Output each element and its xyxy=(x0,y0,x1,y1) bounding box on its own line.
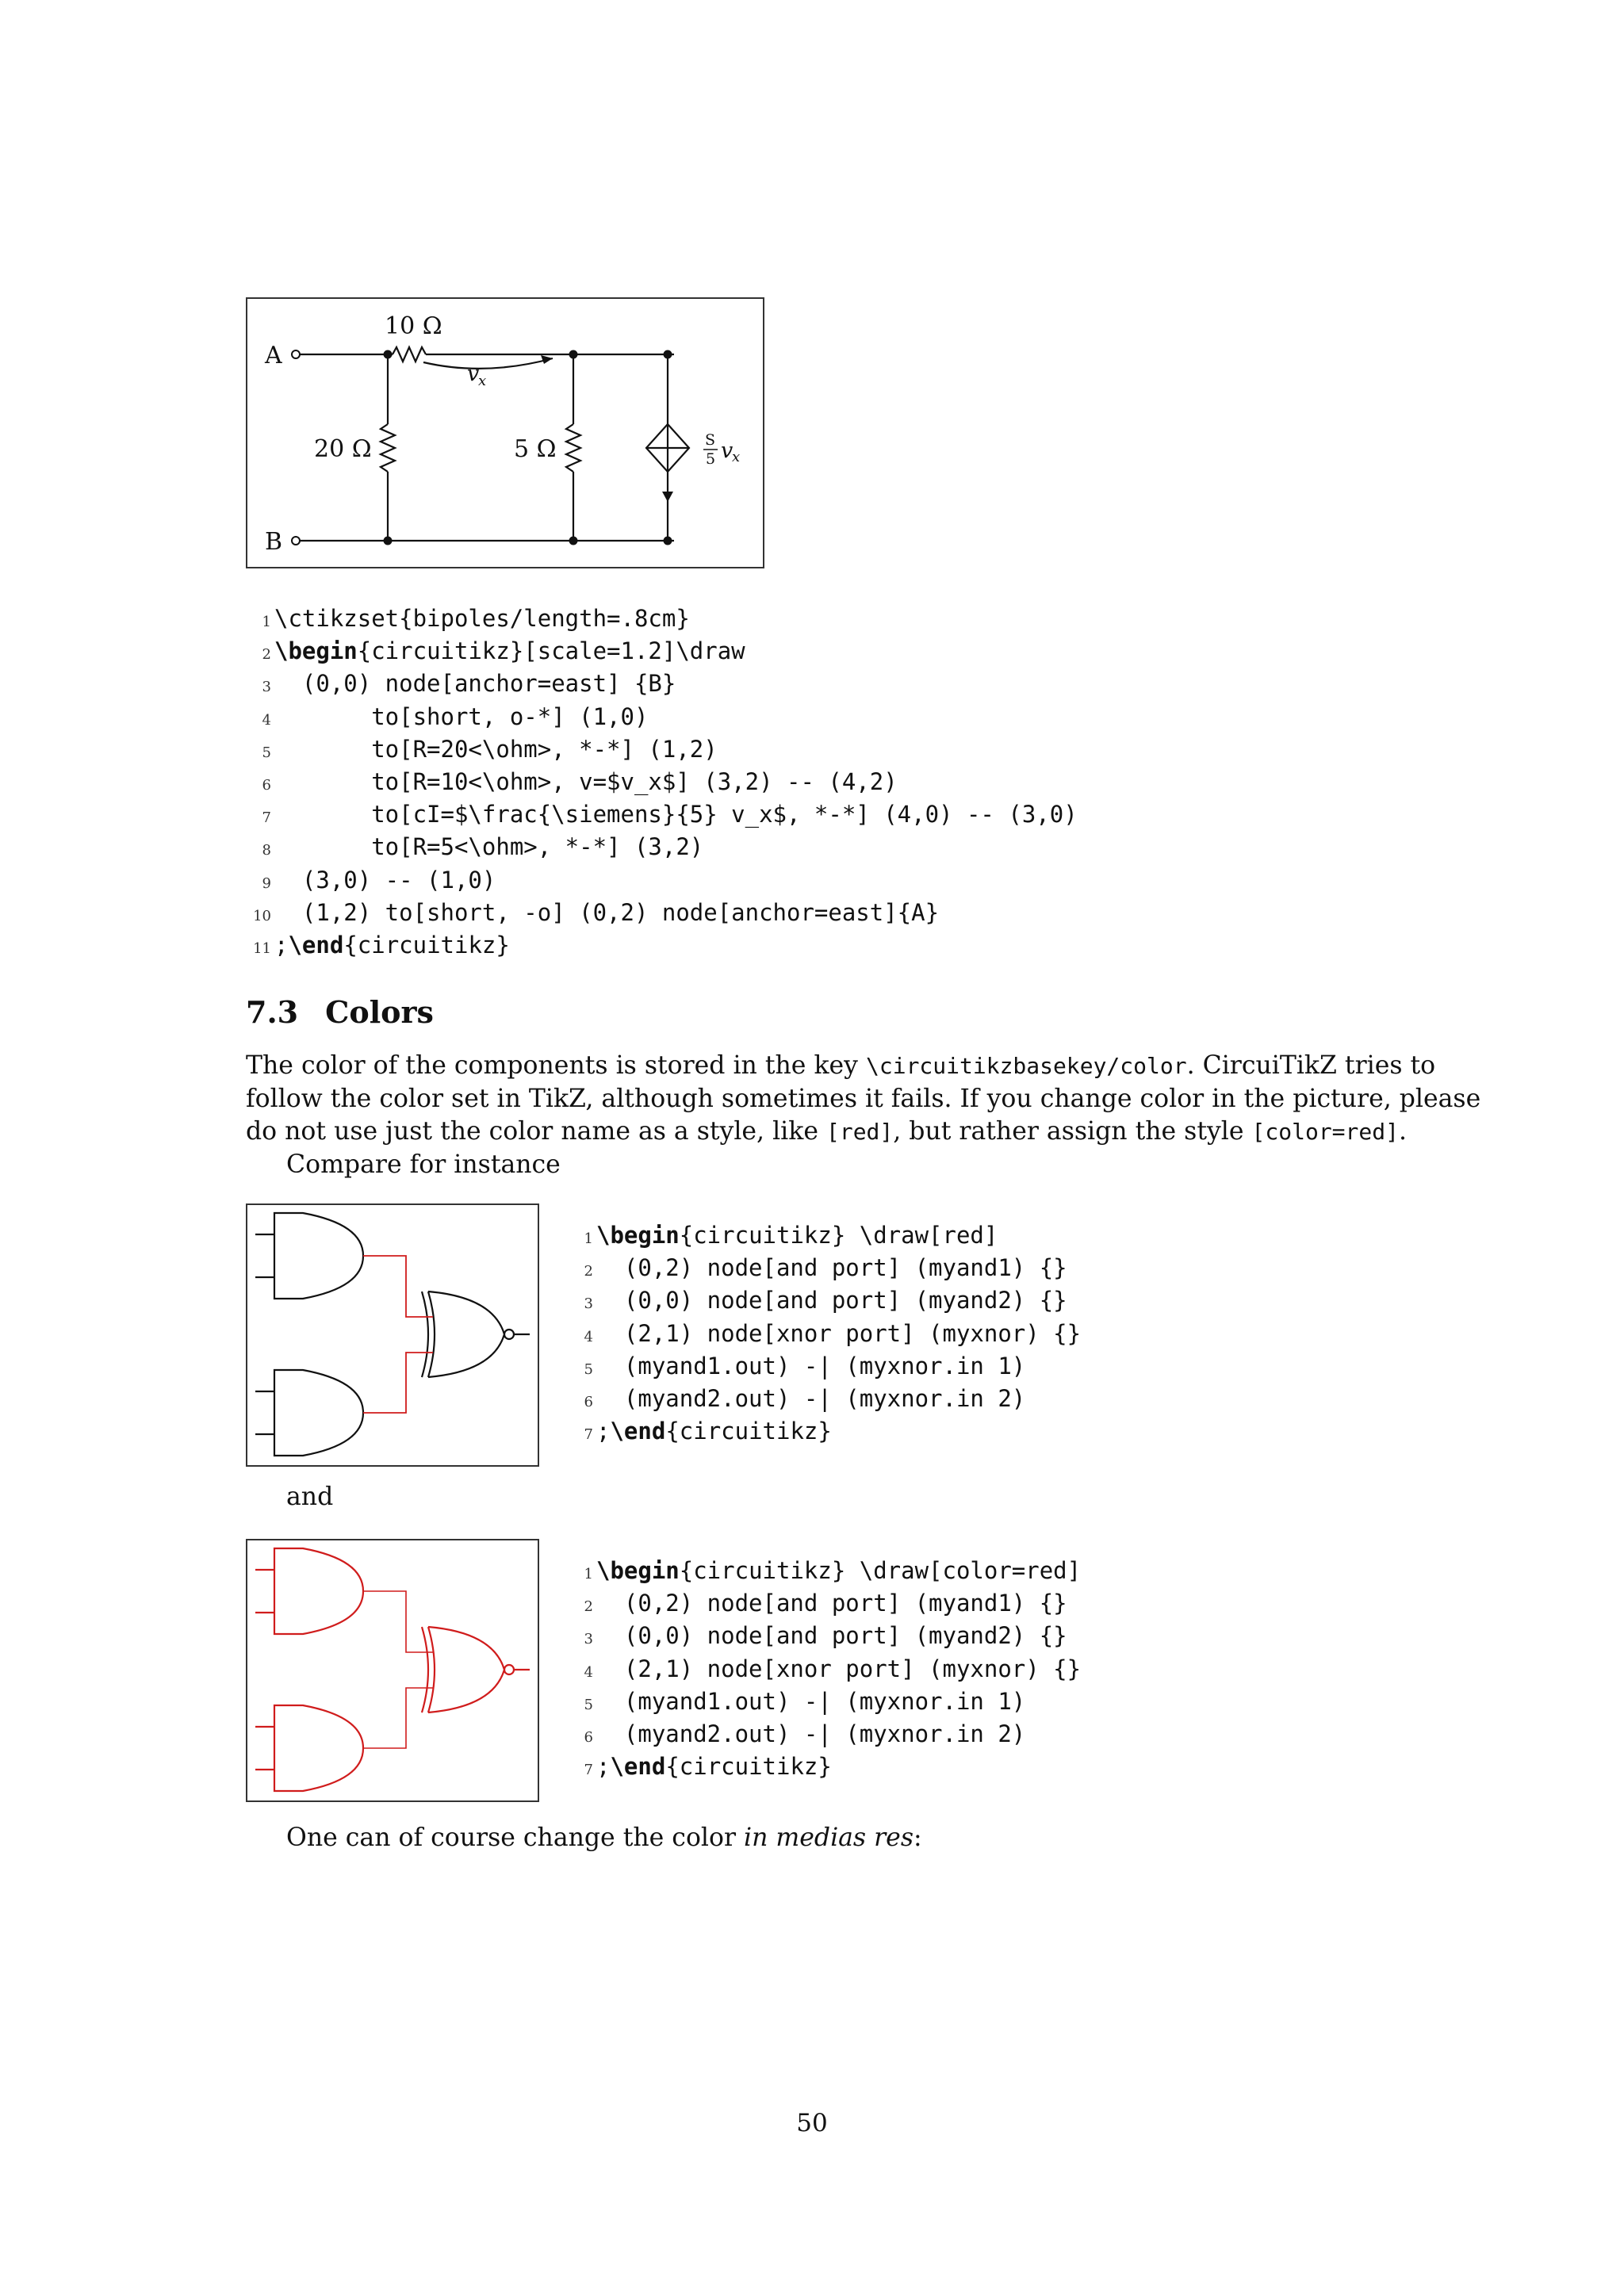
resistor-label-5: 5 Ω xyxy=(514,435,557,463)
code-line xyxy=(247,897,1078,929)
line-number: 5 xyxy=(262,744,271,761)
xnor-gate-body xyxy=(428,1627,504,1712)
code-text: \begin{circuitikz}[scale=1.2]\draw xyxy=(274,637,745,665)
code-line xyxy=(247,668,1078,700)
terminal-b xyxy=(292,537,300,545)
voltage-arrow xyxy=(423,358,553,369)
line-number: 5 xyxy=(584,1360,593,1378)
line-number: 3 xyxy=(584,1631,593,1648)
inline-code: [red] xyxy=(825,1119,894,1145)
code-text: (0,0) node[anchor=east] {B} xyxy=(301,670,676,698)
xnor-gate-body xyxy=(428,1292,504,1377)
line-number: 7 xyxy=(584,1426,593,1444)
xnor-gate-back-arc xyxy=(428,1627,435,1712)
xnor-bubble xyxy=(504,1330,514,1339)
svg-text:x: x xyxy=(732,449,741,465)
code-line xyxy=(247,603,1078,635)
code-text: \ctikzset{bipoles/length=.8cm} xyxy=(274,605,690,632)
code-text: (0,0) node[and port] (myand2) {} xyxy=(623,1622,1067,1650)
code-text: to[cI=$\frac{\siemens}{5} v_x$, *-*] (4,0) -- (3,0) xyxy=(371,801,1078,828)
page-number: 50 xyxy=(796,2109,828,2137)
code-text: ;\end{circuitikz} xyxy=(274,931,510,959)
closing-sentence: One can of course change the color in medias res: xyxy=(286,1823,922,1852)
body-paragraph: The color of the components is stored in the key \circuitikzbasekey/color. CircuiTikZ tries to follow the color set in TikZ, although sometimes it fails. If you change color in the picture, please do not use just the color name as a style, like [red], but rather assign the style [color=red]. Compare for instance xyxy=(246,1051,1481,1179)
code-text: (2,1) node[xnor port] (myxnor) {} xyxy=(623,1319,1082,1347)
code-text: (myand1.out) -| (myxnor.in 1) xyxy=(623,1687,1026,1715)
wire-2 xyxy=(363,1353,433,1413)
line-number: 4 xyxy=(584,1328,593,1345)
resistor-label-10: 10 Ω xyxy=(385,312,442,340)
circuit-diagram xyxy=(247,299,763,567)
line-number: 9 xyxy=(262,874,271,892)
line-number: 5 xyxy=(584,1696,593,1713)
logic-figure-color-red xyxy=(246,1539,539,1802)
and-gate-1 xyxy=(274,1213,363,1299)
code-text: \begin{circuitikz} \draw[color=red] xyxy=(596,1557,1082,1584)
logic-gates-diagram-red xyxy=(247,1540,538,1800)
code-text: to[short, o-*] (1,0) xyxy=(371,702,649,730)
xnor-bubble xyxy=(504,1665,514,1674)
code-line xyxy=(569,1653,1081,1686)
logic-figure-red-style xyxy=(246,1203,539,1467)
code-line xyxy=(247,929,1078,962)
line-number: 7 xyxy=(584,1762,593,1779)
line-number: 1 xyxy=(584,1566,593,1582)
source-label-vx: v xyxy=(721,438,733,463)
code-text: \begin{circuitikz} \draw[red] xyxy=(596,1222,998,1249)
line-number: 6 xyxy=(262,776,271,794)
code-line xyxy=(569,1383,1081,1415)
code-line xyxy=(569,1686,1081,1718)
code-text: (0,2) node[and port] (myand1) {} xyxy=(623,1590,1067,1617)
code-text: (3,0) -- (1,0) xyxy=(301,866,496,894)
code-text: (myand1.out) -| (myxnor.in 1) xyxy=(623,1352,1026,1380)
code-line xyxy=(247,798,1078,831)
line-number: 10 xyxy=(253,907,271,924)
terminal-a xyxy=(292,350,300,358)
code-text: (1,2) to[short, -o] (0,2) node[anchor=east]{A} xyxy=(301,898,940,926)
code-text: (0,2) node[and port] (myand1) {} xyxy=(623,1254,1067,1282)
code-text: to[R=10<\ohm>, v=$v_x$] (3,2) -- (4,2) xyxy=(371,767,898,795)
line-number: 2 xyxy=(262,646,271,664)
code-text: to[R=5<\ohm>, *-*] (3,2) xyxy=(371,833,704,861)
code-text: ;\end{circuitikz} xyxy=(596,1753,832,1781)
logic-gates-diagram xyxy=(247,1205,538,1465)
resistor-5-symbol xyxy=(566,424,580,472)
code-listing-circuit xyxy=(247,603,1078,962)
section-title: Colors xyxy=(325,994,434,1030)
svg-text:5: 5 xyxy=(706,450,716,468)
code-line xyxy=(569,1415,1081,1448)
line-number: 8 xyxy=(262,842,271,859)
code-line xyxy=(569,1555,1081,1587)
line-number: 1 xyxy=(262,614,271,630)
line-number: 7 xyxy=(262,809,271,827)
source-label-s: S xyxy=(705,431,716,449)
and-gate-2 xyxy=(274,1370,363,1456)
code-line xyxy=(569,1751,1081,1783)
code-line xyxy=(569,1587,1081,1620)
line-number: 2 xyxy=(584,1263,593,1280)
code-line xyxy=(569,1718,1081,1751)
line-number: 6 xyxy=(584,1393,593,1410)
xnor-gate-back-arc xyxy=(428,1292,435,1377)
code-line xyxy=(247,864,1078,897)
connector-text-and: and xyxy=(286,1483,334,1511)
node-label-b: B xyxy=(265,528,283,556)
line-number: 4 xyxy=(262,711,271,729)
resistor-10-symbol xyxy=(393,347,426,362)
emphasis-text: in medias res xyxy=(744,1823,914,1852)
code-line xyxy=(247,831,1078,863)
wire-2 xyxy=(363,1688,433,1748)
code-text: (myand2.out) -| (myxnor.in 2) xyxy=(623,1720,1026,1747)
resistor-label-20: 20 Ω xyxy=(314,435,372,463)
line-number: 3 xyxy=(262,679,271,696)
node-label-a: A xyxy=(265,342,282,369)
code-text: to[R=20<\ohm>, *-*] (1,2) xyxy=(371,735,718,763)
code-line xyxy=(569,1350,1081,1383)
code-line xyxy=(569,1219,1081,1252)
code-listing-draw-color-red xyxy=(569,1555,1081,1783)
code-line xyxy=(247,733,1078,766)
code-listing-draw-red xyxy=(569,1219,1081,1448)
wire-1 xyxy=(363,1256,433,1317)
code-text: ;\end{circuitikz} xyxy=(596,1418,832,1445)
code-line xyxy=(247,766,1078,798)
code-text: (2,1) node[xnor port] (myxnor) {} xyxy=(623,1655,1082,1682)
voltage-label-vx: v xyxy=(467,362,480,386)
code-text: (0,0) node[and port] (myand2) {} xyxy=(623,1287,1067,1314)
line-number: 3 xyxy=(584,1295,593,1313)
code-line xyxy=(247,635,1078,668)
code-text: (myand2.out) -| (myxnor.in 2) xyxy=(623,1384,1026,1412)
line-number: 1 xyxy=(584,1230,593,1247)
code-line xyxy=(569,1284,1081,1317)
resistor-20-symbol xyxy=(381,424,395,472)
inline-code: \circuitikzbasekey/color xyxy=(866,1053,1187,1079)
code-line xyxy=(569,1318,1081,1350)
inline-code: [color=red] xyxy=(1251,1119,1399,1145)
section-heading xyxy=(246,994,434,1030)
code-line xyxy=(569,1620,1081,1652)
and-gate-2 xyxy=(274,1705,363,1791)
wire-1 xyxy=(363,1591,433,1652)
circuit-figure xyxy=(246,297,764,568)
line-number: 4 xyxy=(584,1663,593,1681)
section-number: 7.3 xyxy=(246,994,299,1030)
code-line xyxy=(569,1252,1081,1284)
line-number: 6 xyxy=(584,1728,593,1746)
code-line xyxy=(247,701,1078,733)
line-number: 2 xyxy=(584,1598,593,1616)
and-gate-1 xyxy=(274,1548,363,1634)
svg-text:x: x xyxy=(478,373,487,389)
line-number: 11 xyxy=(253,939,271,957)
